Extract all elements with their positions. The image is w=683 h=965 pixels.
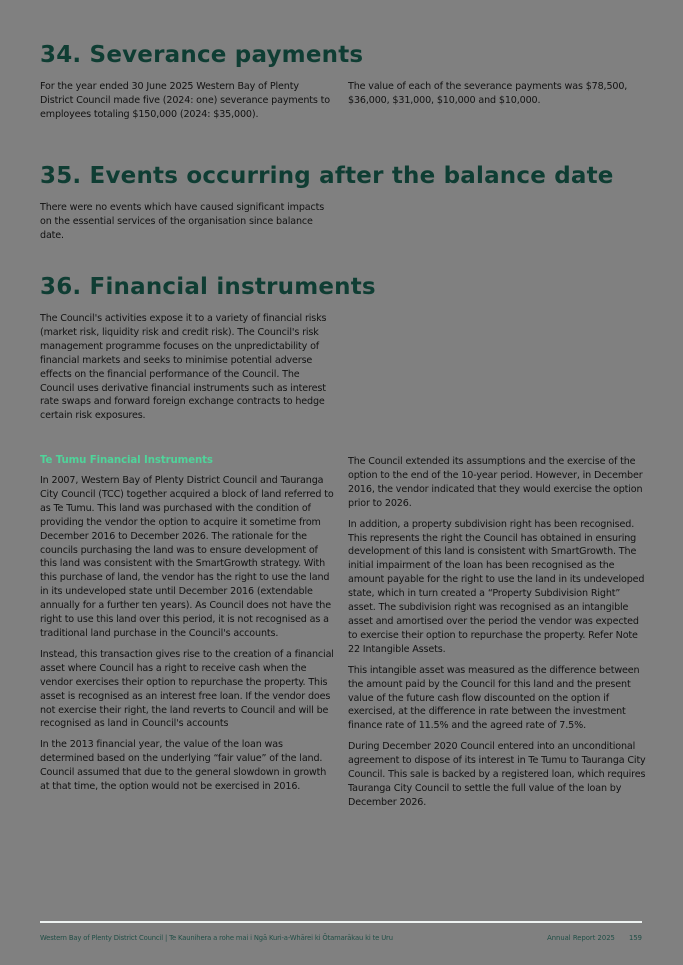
section-35-title: 35. Events occurring after the balance date <box>40 163 614 189</box>
section-34-paragraph: For the year ended 30 June 2025 Western Bay of Plenty District Council made five (2024: one) severance payments to employees totaling $150,000 (2024: $35,000). <box>40 81 330 120</box>
section-34-title: 34. Severance payments <box>40 42 364 68</box>
te-tumu-left-column <box>40 455 335 794</box>
te-tumu-paragraph: In the 2013 financial year, the value of the loan was determined based on the underlying “fair value” of the land. Council assumed that due to the general slowdown in growth at that time, the option would not be exercised in 2016. <box>40 739 327 793</box>
page-number: 159 <box>629 934 642 942</box>
footer-divider <box>40 921 642 923</box>
section-34-right-column <box>348 80 646 108</box>
footer-organisation: Western Bay of Plenty District Council | Te Kaunihera a rohe mai i Ngā Kuri-a-Whārei ki Ōtamarākau ki te Uru <box>40 934 393 942</box>
te-tumu-paragraph: Instead, this transaction gives rise to the creation of a financial asset where Council has a right to receive cash when the vendor exercises their option to repurchase the property. This asset is recognised as an interest free loan. If the vendor does not exercise their right, the land reverts to Council and will be recognised as land in Council's accounts <box>40 648 334 730</box>
section-36-intro-column <box>40 312 335 423</box>
section-34-values-paragraph: The value of each of the severance payments was $78,500, $36,000, $31,000, $10,000 and $10,000. <box>348 81 628 106</box>
section-34-left-column <box>40 80 335 122</box>
section-36-intro-paragraph: The Council's activities expose it to a variety of financial risks (market risk, liquidity risk and credit risk). The Council's risk management programme focuses on the unpredictability of financial markets and seeks to minimise potential adverse effects on the financial performance of the Council. The Council uses derivative financial instruments such as interest rate swaps and forward foreign exchange contracts to hedge certain risk exposures. <box>40 313 327 422</box>
te-tumu-paragraph: In 2007, Western Bay of Plenty District Council and Tauranga City Council (TCC) together acquired a block of land referred to as Te Tumu. This land was purchased with the condition of providing the vendor the option to acquire it sometime from December 2016 to December 2026. The rationale for the councils purchasing the land was to ensure development of this land was consistent with the SmartGrowth strategy. With this purchase of land, the vendor has the right to use the land in its undeveloped state until December 2016 (extendable annually for a further ten years). As Council does not have the right to use this land over this period, it is not recognised as a traditional land purchase in the Council's accounts. <box>40 475 334 639</box>
te-tumu-paragraph: This intangible asset was measured as the difference between the amount paid by the Council for this land and the present value of the future cash flow discounted on the option if exercised, at the difference in rate between the investment finance rate of 11.5% and the agreed rate of 7.5%. <box>348 664 640 732</box>
te-tumu-subheading: Te Tumu Financial Instruments <box>40 455 213 466</box>
section-35-column <box>40 201 335 243</box>
te-tumu-paragraph: During December 2020 Council entered into an unconditional agreement to dispose of its interest in Te Tumu to Tauranga City Council. This sale is backed by a registered loan, which requires Tauranga City Council to settle the full value of the loan by December 2026. <box>348 741 646 808</box>
footer-report-title: Annual Report 2025 <box>547 934 615 942</box>
footer-right <box>547 934 642 942</box>
section-35-paragraph: There were no events which have caused significant impacts on the essential services of the organisation since balance date. <box>40 202 325 241</box>
section-36-title: 36. Financial instruments <box>40 274 376 300</box>
te-tumu-paragraph: In addition, a property subdivision right has been recognised. This represents the right the Council has obtained in ensuring development of this land is consistent with SmartGrowth. The initial impairment of the loan has been recognised as the amount payable for the right to use the land in its undeveloped state, which in turn created a “Property Subdivision Right” asset. The subdivision right was recognised as an intangible asset and amortised over the period the vendor was expected to exercise their option to repurchase the property. Refer Note 22 Intangible Assets. <box>348 518 645 655</box>
te-tumu-paragraph: The Council extended its assumptions and the exercise of the option to the end of the 10-year period. However, in December 2016, the vendor indicated that they would exercise the option prior to 2026. <box>348 456 643 509</box>
te-tumu-right-column <box>348 455 646 810</box>
